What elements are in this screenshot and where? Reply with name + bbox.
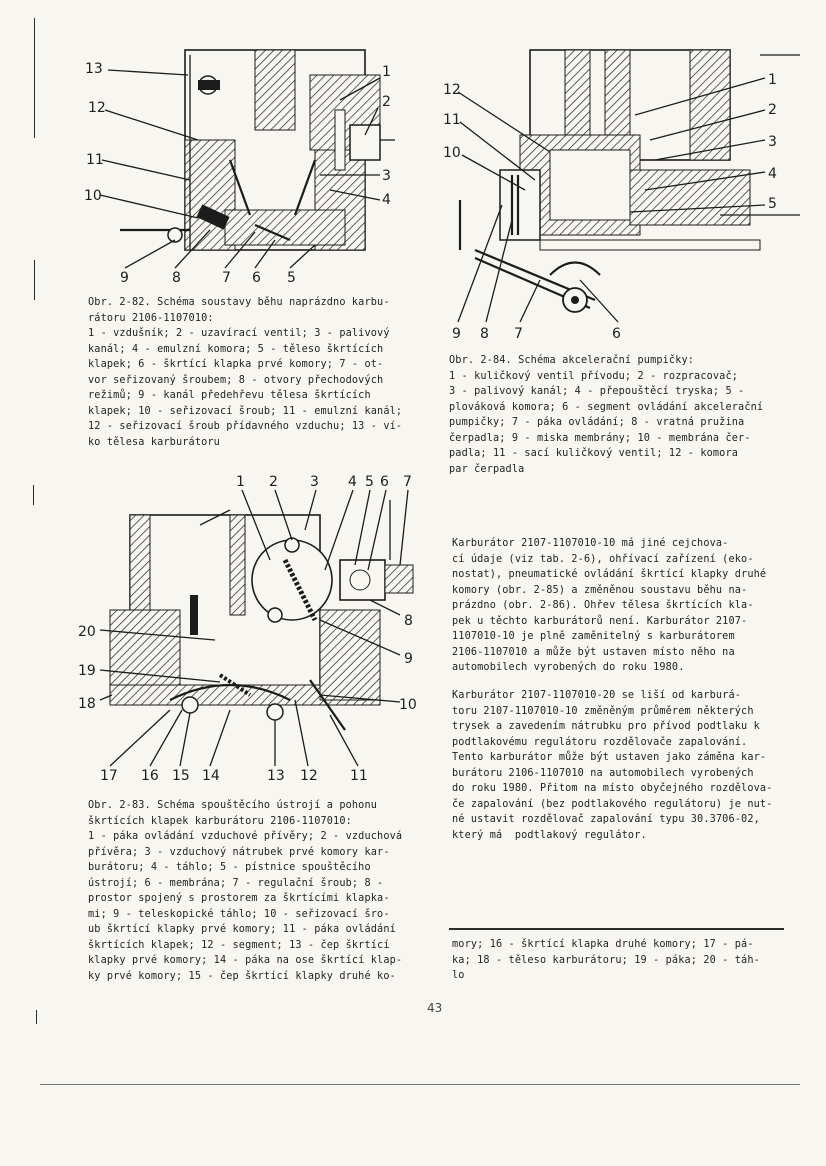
fig84-label: 12 [443,82,461,98]
fig84-label: 4 [768,166,777,182]
figure-2-84-caption: Obr. 2-84. Schéma akcelerační pumpičky: 1 - kuličkový ventil přívodu; 2 - rozpracovač; 3 - palivový kanál; 4 - přepouštěcí tryska; 5 - plováková komora; 6 - segment ovládání akcelerační pumpičky; 7 - páka ovládání; 8 - vratná pružina čerpadla; 9 - miska membrány; 10 - membrána čer- padla; 11 - sací kuličkový ventil; 12 - komora par čerpadla [449,355,764,475]
fig83-label: 5 [365,474,374,490]
fig84-label: 6 [612,326,621,342]
fig83-label: 12 [300,768,318,784]
fig82-label: 5 [287,270,296,286]
fig83-label: 1 [236,474,245,490]
fig82-label: 4 [382,192,391,208]
fig82-label: 1 [382,64,391,80]
figure-2-82-caption: Obr. 2-82. Schéma soustavy běhu naprázdno karbu- rátoru 2106-1107010: 1 - vzdušník; 2 - uzavírací ventil; 3 - palivový kanál; 4 - emulzní komora; 5 - těleso škrtících klapek; 6 - škrtící klapka prvé komory; 7 - ot- vor seřizovaný šroubem; 8 - otvory přechodových režimů; 9 - kanál předehřevu tělesa škrtících klapek; 10 - seřizovací šroub; 11 - emulzní kanál; 12 - seřizovací šroub přídavného vzduchu; 13 - ví- ko tělesa karburátoru [88,297,403,448]
fig83-label: 17 [100,768,118,784]
fig82-label: 9 [120,270,129,286]
fig84-label: 11 [443,112,461,128]
fig83-label: 7 [403,474,412,490]
fig82-label: 3 [382,168,391,184]
fig82-label: 12 [88,100,106,116]
fig83-label: 9 [404,651,413,667]
fig84-label: 10 [443,145,461,161]
fig84-label: 8 [480,326,489,342]
figure-2-83-drawing [70,470,430,790]
fig83-label: 8 [404,613,413,629]
fig84-label: 9 [452,326,461,342]
fig83-label: 2 [269,474,278,490]
fig82-label: 6 [252,270,261,286]
fig83-label: 15 [172,768,190,784]
fig83-label: 16 [141,768,159,784]
fig84-label: 2 [768,102,777,118]
scan-mark [36,1010,37,1024]
fig83-label: 3 [310,474,319,490]
fig84-label: 5 [768,196,777,212]
fig83-label: 6 [380,474,389,490]
scan-mark [34,18,35,138]
body-paragraph-1: Karburátor 2107-1107010-10 má jiné cejchova- cí údaje (viz tab. 2-6), ohřívací zařízení (eko- nostat), pneumatické ovládání škrtící klapky druhé komory (obr. 2-85) a změněnou soustavu běhu na- prázdno (obr. 2-86). Ohřev tělesa škrtících kla- pek u těchto karburátorů není. Karburátor 2107- 1107010-10 je plně zaměnitelný s karburátorem 2106-1107010 a může být ustaven místo něho na automobilech vyrobených do roku 1980. [452,538,767,673]
fig82-label: 8 [172,270,181,286]
fig83-label: 18 [78,696,96,712]
column-rule [449,928,784,930]
page-number: 43 [427,1001,443,1015]
fig84-label: 7 [514,326,523,342]
fig82-label: 10 [84,188,102,204]
fig82-label: 13 [85,61,103,77]
fig82-label: 7 [222,270,231,286]
scan-mark [34,260,35,300]
fig82-label: 11 [86,152,104,168]
fig83-label: 4 [348,474,357,490]
fig82-label: 2 [382,94,391,110]
caption-continuation: mory; 16 - škrtící klapka druhé komory; 17 - pá- ka; 18 - těleso karburátoru; 19 - páka; 20 - táh- lo [452,939,760,981]
fig84-label: 3 [768,134,777,150]
fig83-label: 19 [78,663,96,679]
fig83-label: 11 [350,768,368,784]
body-paragraph-2: Karburátor 2107-1107010-20 se liší od karburá- toru 2107-1107010-10 změněným průměrem některých trysek a zavedením nátrubku pro přívod podtlaku k podtlakovému regulátoru rozdělovače zapalování. Tento karburátor může být ustaven jako záměna kar- burátoru 2106-1107010 na automobilech vyrobených do roku 1980. Přitom na místo obyčejného rozdělova- če zapalování (bez podtlakového regulátoru) je nut- né ustavit rozdělovač zapalování typu 30.3706-02, který má podtlakový regulátor. [452,690,773,841]
figure-2-82-drawing [80,40,410,290]
fig83-label: 20 [78,624,96,640]
figure-2-84-drawing [440,40,810,345]
scan-mark [33,485,34,505]
bottom-scan-edge [40,1084,800,1085]
fig83-label: 13 [267,768,285,784]
fig83-label: 10 [399,697,417,713]
figure-2-83-caption: Obr. 2-83. Schéma spouštěcího ústrojí a pohonu škrtících klapek karburátoru 2106-1107010: 1 - páka ovládání vzduchové přívěry; 2 - vzduchová přívěra; 3 - vzduchový nátrubek prvé komory kar- burátoru; 4 - táhlo; 5 - pístnice spouštěcího ústrojí; 6 - membrána; 7 - regulační šroub; 8 - prostor spojený s prostorem za škrtícími klapka- mi; 9 - teleskopické táhlo; 10 - seřizovací šro- ub škrtící klapky prvé komory; 11 - páka ovládání škrtících klapek; 12 - segment; 13 - čep škrtící klapky prvé komory; 14 - páka na ose škrtící klap- ky prvé komory; 15 - čep škrtící klapky druhé ko- [88,800,403,982]
fig83-label: 14 [202,768,220,784]
fig84-label: 1 [768,72,777,88]
